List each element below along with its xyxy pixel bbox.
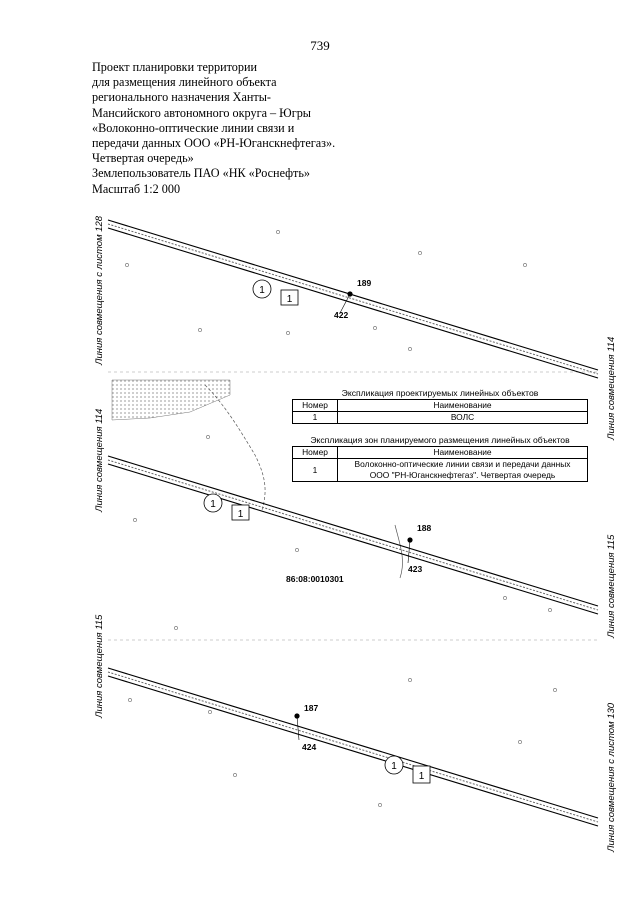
point-label-423: 423 xyxy=(408,564,423,574)
match-line-left-top: Линия совмещения с листом 128 xyxy=(94,215,105,365)
row-number: 1 xyxy=(293,459,338,482)
point-label-188: 188 xyxy=(417,523,432,533)
point-label-189: 189 xyxy=(357,278,372,288)
match-line-left-bottom: Линия совмещения 115 xyxy=(94,614,105,718)
point-label-187: 187 xyxy=(304,703,319,713)
column-number-header: Номер xyxy=(293,447,338,459)
object-number-circle-label: 1 xyxy=(259,285,265,296)
point-label-424: 424 xyxy=(302,742,317,752)
boundary-line xyxy=(395,525,403,578)
page-number: 739 xyxy=(310,38,330,53)
header-line: Масштаб 1:2 000 xyxy=(92,181,181,196)
explication-objects-title: Экспликация проектируемых линейных объектов xyxy=(341,388,539,398)
header-line: для размещения линейного объекта xyxy=(92,75,277,90)
zone-number-square-label: 1 xyxy=(237,509,244,520)
column-name-header: Наименование xyxy=(338,400,588,412)
match-line-right-middle: Линия совмещения 115 xyxy=(606,534,617,638)
row-name-line: ООО "РН-Юганскнефтегаз". Четвертая очередь xyxy=(369,470,556,480)
leader-line xyxy=(297,716,299,740)
row-number: 1 xyxy=(293,412,338,424)
match-line-right-bottom: Линия совмещения с листом 130 xyxy=(606,702,617,852)
object-number-circle-label: 1 xyxy=(210,499,216,510)
hatched-area xyxy=(112,380,230,420)
point-label-422: 422 xyxy=(334,310,349,320)
header-line: Проект планировки территории xyxy=(92,60,258,74)
leader-line xyxy=(408,540,410,563)
header-line: Четвертая очередь» xyxy=(92,151,194,166)
column-number-header: Номер xyxy=(293,400,338,412)
table-header-row xyxy=(293,400,588,412)
marker-middle xyxy=(204,494,249,520)
row-name xyxy=(338,459,588,482)
cadastral-number: 86:08:0010301 xyxy=(286,574,344,584)
table-row xyxy=(293,459,588,482)
corridor-top xyxy=(108,220,598,378)
match-line-left-middle: Линия совмещения 114 xyxy=(94,408,105,512)
header-line: регионального назначения Ханты- xyxy=(92,90,271,105)
zone-number-square-label: 1 xyxy=(418,771,425,782)
object-number-circle-label: 1 xyxy=(391,761,397,772)
header-line: передачи данных ООО «РН-Юганскнефтегаз». xyxy=(92,136,336,151)
header-line: «Волоконно-оптические линии связи и xyxy=(92,120,295,135)
row-name: ВОЛС xyxy=(338,412,588,424)
row-name-line: Волоконно-оптические линии связи и передачи данных xyxy=(354,459,571,469)
explication-objects-table xyxy=(292,399,588,424)
explication-zones-title: Экспликация зон планируемого размещения линейных объектов xyxy=(310,435,570,445)
corridor-bottom xyxy=(108,668,598,826)
column-name-header: Наименование xyxy=(338,447,588,459)
boundary-line xyxy=(205,385,265,510)
table-header-row xyxy=(293,447,588,459)
header-line: Землепользователь ПАО «НК «Роснефть» xyxy=(92,166,311,181)
explication-zones-table xyxy=(292,446,588,482)
header-line: Мансийского автономного округа – Югры xyxy=(92,105,311,120)
table-row xyxy=(293,412,588,424)
zone-number-square-label: 1 xyxy=(286,294,293,305)
match-line-right-top: Линия совмещения 114 xyxy=(606,336,617,440)
